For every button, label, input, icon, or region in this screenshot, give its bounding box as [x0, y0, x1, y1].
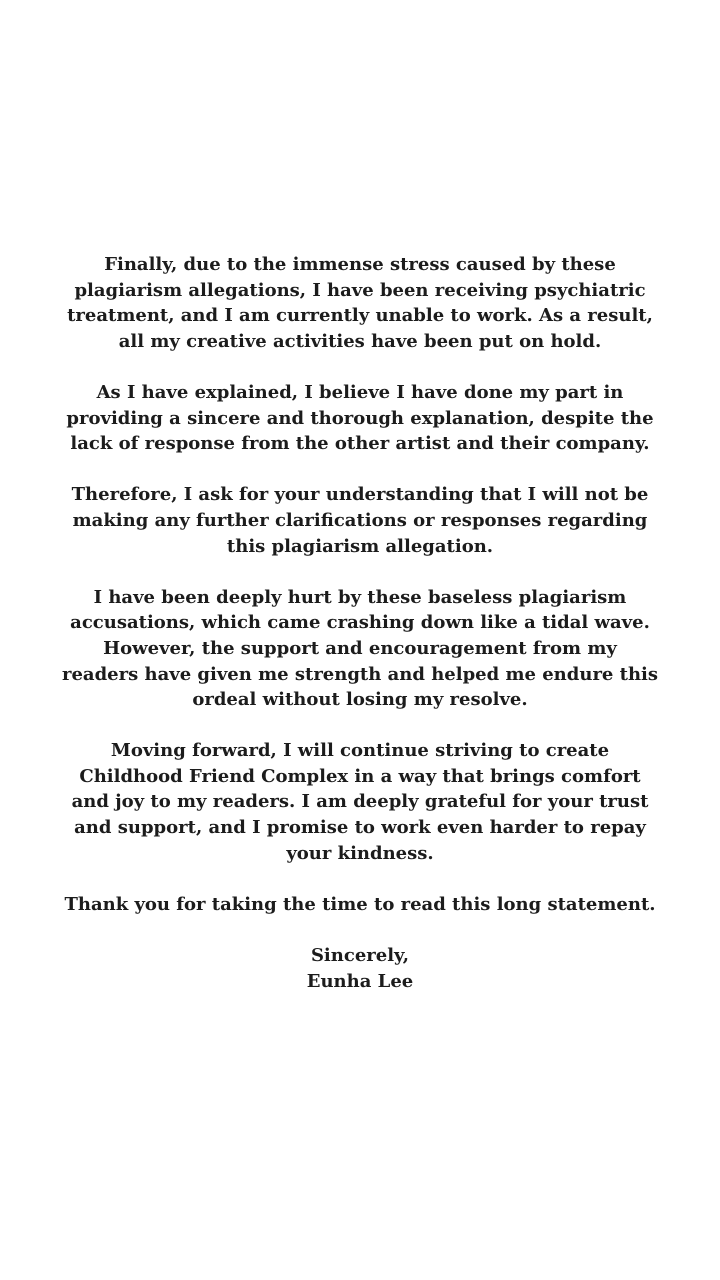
text-line: accusations, which came crashing down like a tidal wave.	[70, 612, 650, 634]
text-line: However, the support and encouragement from my	[103, 637, 617, 659]
text-line: Therefore, I ask for your understanding that I will not be	[71, 484, 649, 506]
text-line: treatment, and I am currently unable to work. As a result,	[67, 305, 653, 327]
closing-text: Sincerely,	[310, 945, 410, 967]
paragraph-explanation	[60, 380, 660, 457]
text-line: Thank you for taking the time to read this long statement.	[64, 893, 656, 915]
paragraph-thank-you	[60, 892, 660, 918]
text-line: As I have explained, I believe I have done my part in	[96, 381, 624, 403]
text-line: all my creative activities have been put on hold.	[118, 330, 602, 352]
text-line: plagiarism allegations, I have been receiving psychiatric	[74, 279, 646, 301]
text-line: readers have given me strength and helped me endure this	[61, 663, 659, 685]
text-line: lack of response from the other artist and their company.	[70, 433, 650, 455]
text-line: and support, and I promise to work even harder to repay	[74, 817, 646, 839]
text-line: this plagiarism allegation.	[226, 535, 494, 557]
text-line: I have been deeply hurt by these baseless plagiarism	[93, 586, 627, 608]
text-line: your kindness.	[286, 842, 434, 864]
paragraph-moving-forward	[60, 738, 660, 866]
text-line: Finally, due to the immense stress caused by these	[104, 254, 616, 275]
text-line: ordeal without losing my resolve.	[192, 689, 528, 711]
paragraph-stress-treatment	[60, 252, 660, 354]
text-line: Moving forward, I will continue striving to create	[110, 740, 610, 762]
paragraph-no-further-responses	[60, 482, 660, 559]
text-line: Childhood Friend Complex in a way that brings comfort	[79, 765, 641, 787]
text-line: and joy to my readers. I am deeply grateful for your trust	[71, 791, 649, 813]
text-line: providing a sincere and thorough explanation, despite the	[66, 407, 654, 429]
text-line: making any further clarifications or responses regarding	[72, 509, 648, 531]
signature-name: Eunha Lee	[306, 970, 414, 992]
sign-off	[60, 943, 660, 994]
paragraph-reader-support	[60, 585, 660, 713]
statement-body	[60, 252, 660, 994]
